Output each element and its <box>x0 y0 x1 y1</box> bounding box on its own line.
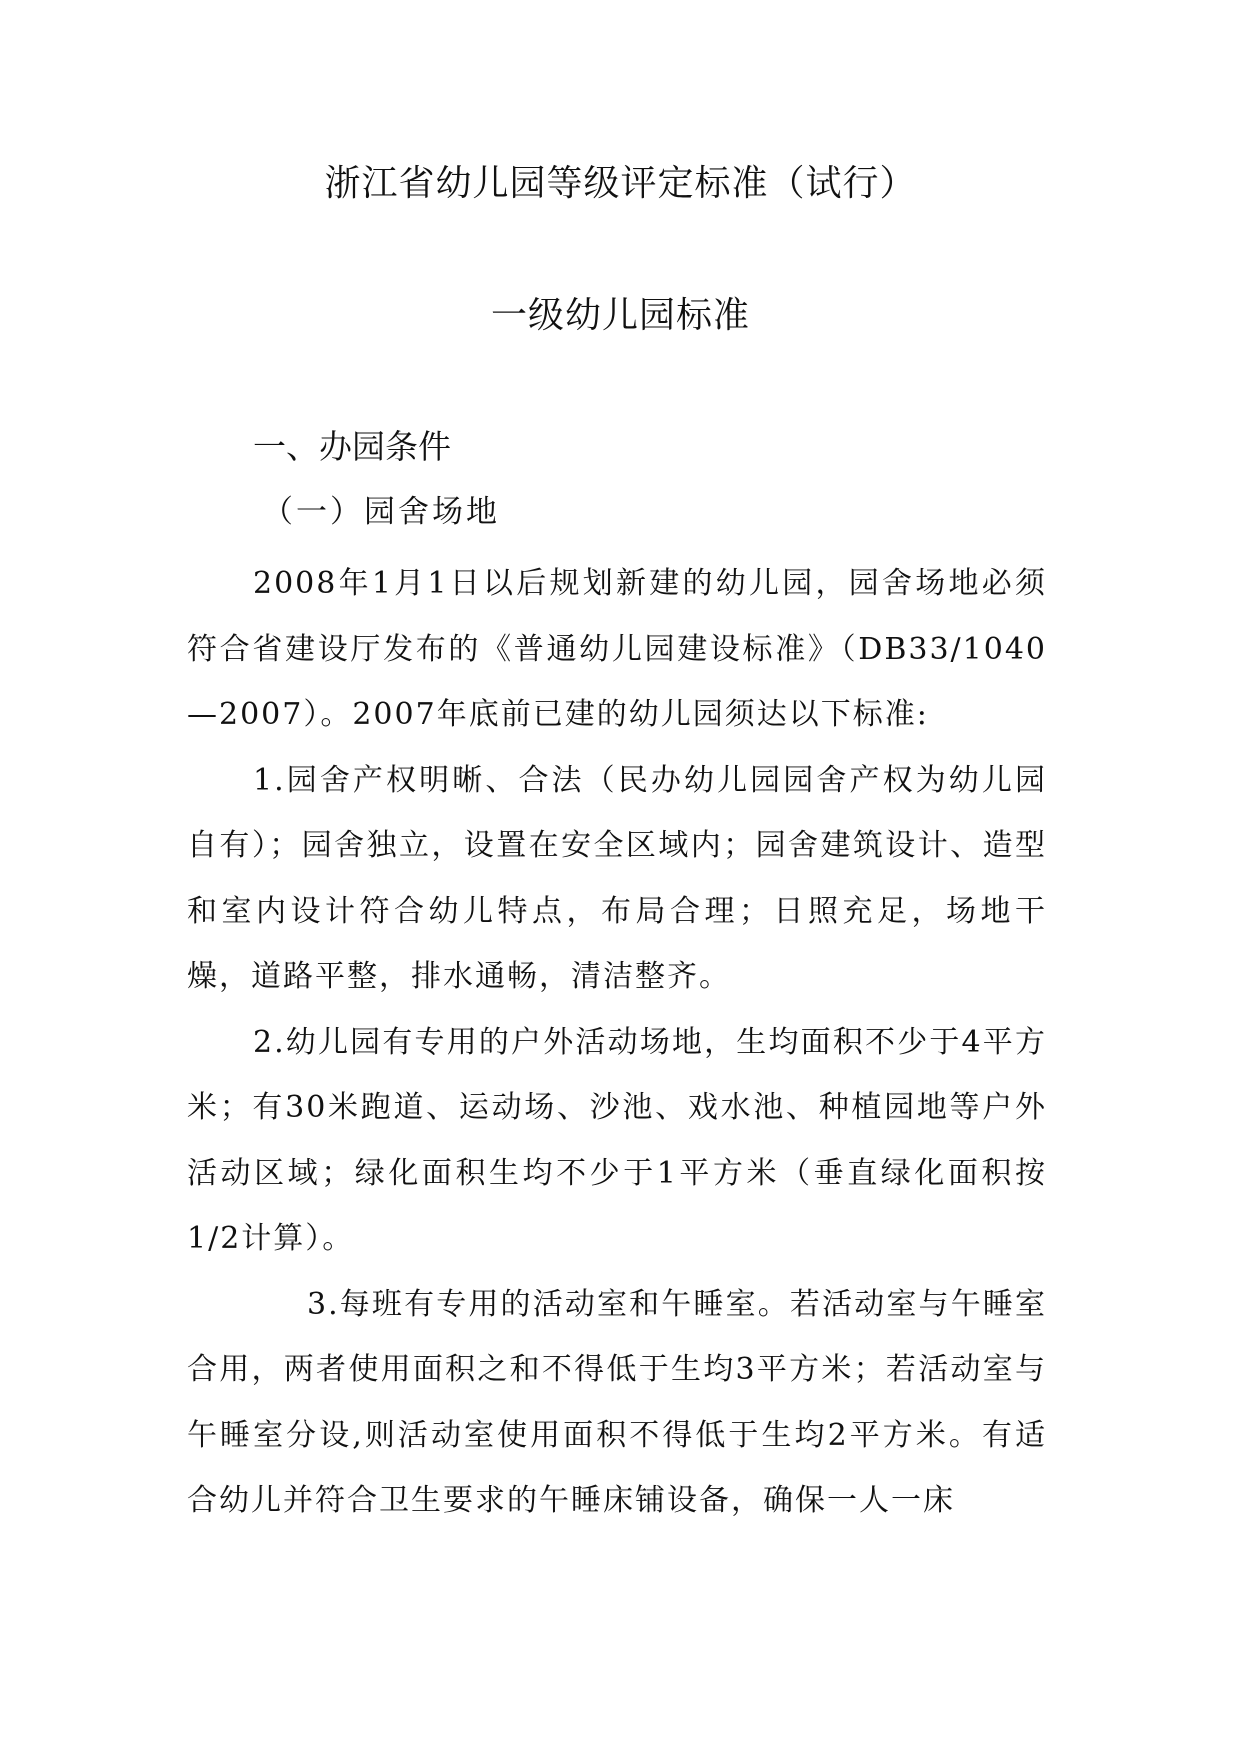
paragraph: 2008年1月1日以后规划新建的幼儿园，园舍场地必须符合省建设厅发布的《普通幼儿园建设标准》（DB33/1040—2007）。2007年底前已建的幼儿园须达以下标准: <box>187 566 1047 732</box>
document-body <box>187 551 1047 1534</box>
section-heading: 一、办园条件 <box>253 427 451 466</box>
paragraph: 3.每班有专用的活动室和午睡室。若活动室与午睡室合用，两者使用面积之和不得低于生均3平方米；若活动室与午睡室分设,则活动室使用面积不得低于生均2平方米。有适合幼儿并符合卫生要求的午睡床铺设备，确保一人一床 <box>187 1286 1047 1518</box>
document-subtitle: 一级幼儿园标准 <box>490 295 750 336</box>
paragraph: 2.幼儿园有专用的户外活动场地，生均面积不少于4平方米；有30米跑道、运动场、沙池、戏水池、种植园地等户外活动区域；绿化面积生均不少于1平方米（垂直绿化面积按1/2计算）。 <box>187 1024 1047 1256</box>
document-title: 浙江省幼儿园等级评定标准（试行） <box>324 163 917 204</box>
paragraph: 1.园舍产权明晰、合法（民办幼儿园园舍产权为幼儿园自有）；园舍独立，设置在安全区域内；园舍建筑设计、造型和室内设计符合幼儿特点，布局合理；日照充足，场地干燥，道路平整，排水通畅，清洁整齐。 <box>187 762 1047 994</box>
sub-heading: （一）园舍场地 <box>262 494 500 530</box>
